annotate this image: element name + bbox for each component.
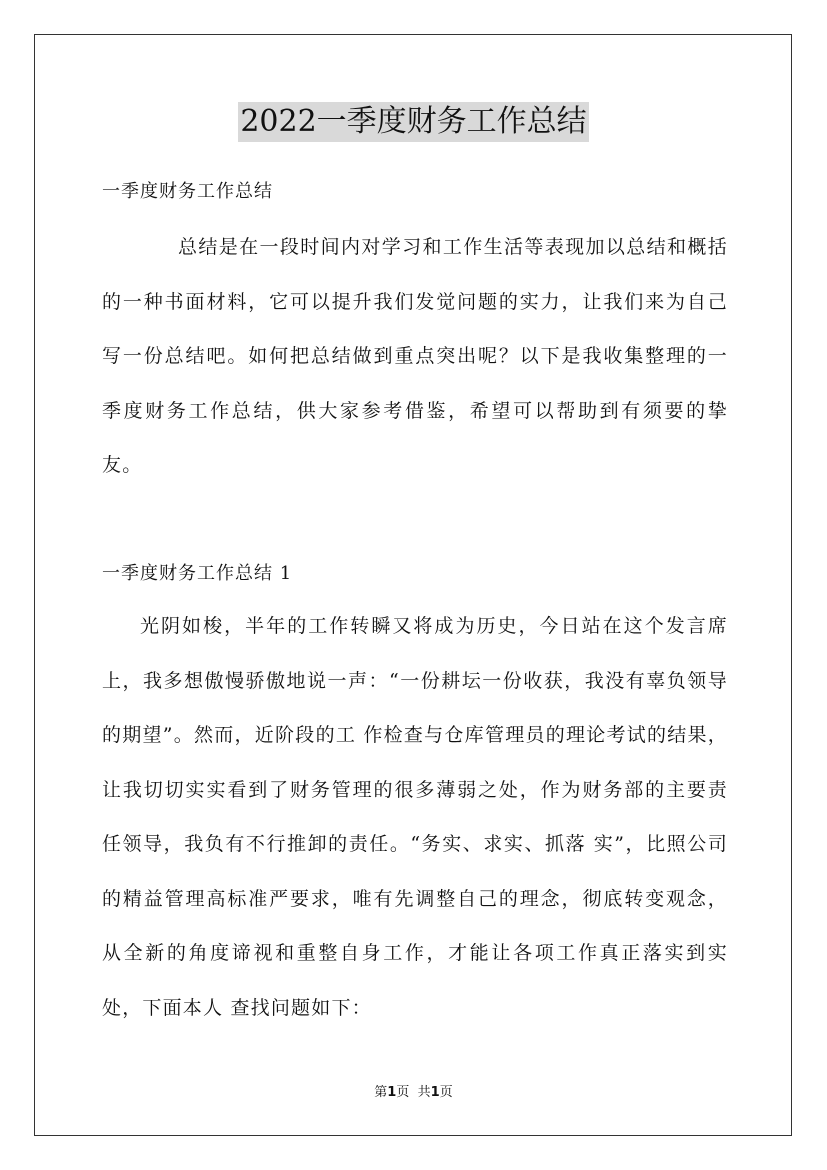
footer-page-suffix: 页 [396, 1085, 410, 1100]
intro-heading: 一季度财务工作总结 [102, 181, 273, 202]
footer-page-number: 1 [387, 1085, 397, 1100]
section-paragraph: 光阴如梭，半年的工作转瞬又将成为历史，今日站在这个发言席上，我多想傲慢骄傲地说一声：“一份耕坛一份收获，我没有辜负领导的期望”。然而，近阶段的工 作检查与仓库管理员的理论考试的结果，让我切切实实看到了财务管理的很多薄弱之处，作为财务部的主要责任领导，我负有不行推卸的责任。“务实、求实、抓落 实”，比照公司的精益管理高标准严要求，唯有先调整自己的理念，彻底转变观念，从全新的角度谛视和重整自身工作，才能让各项工作真正落实到实处，下面本人 查找问题如下： [102, 615, 728, 1019]
footer-total-number: 1 [430, 1085, 440, 1100]
intro-paragraph: 总结是在一段时间内对学习和工作生活等表现加以总结和概括的一种书面材料，它可以提升我们发觉问题的实力，让我们来为自己写一份总结吧。如何把总结做到重点突出呢？以下是我收集整理的一季度财务工作总结，供大家参考借鉴，希望可以帮助到有须要的挚友。 [102, 236, 728, 476]
page-footer [0, 1084, 827, 1102]
footer-page-prefix: 第 [374, 1085, 388, 1100]
title-container [0, 102, 827, 142]
footer-total-prefix: 共 [417, 1085, 431, 1100]
document-title: 2022一季度财务工作总结 [238, 102, 588, 142]
footer-total-suffix: 页 [439, 1085, 453, 1100]
section-heading: 一季度财务工作总结 1 [102, 563, 293, 584]
